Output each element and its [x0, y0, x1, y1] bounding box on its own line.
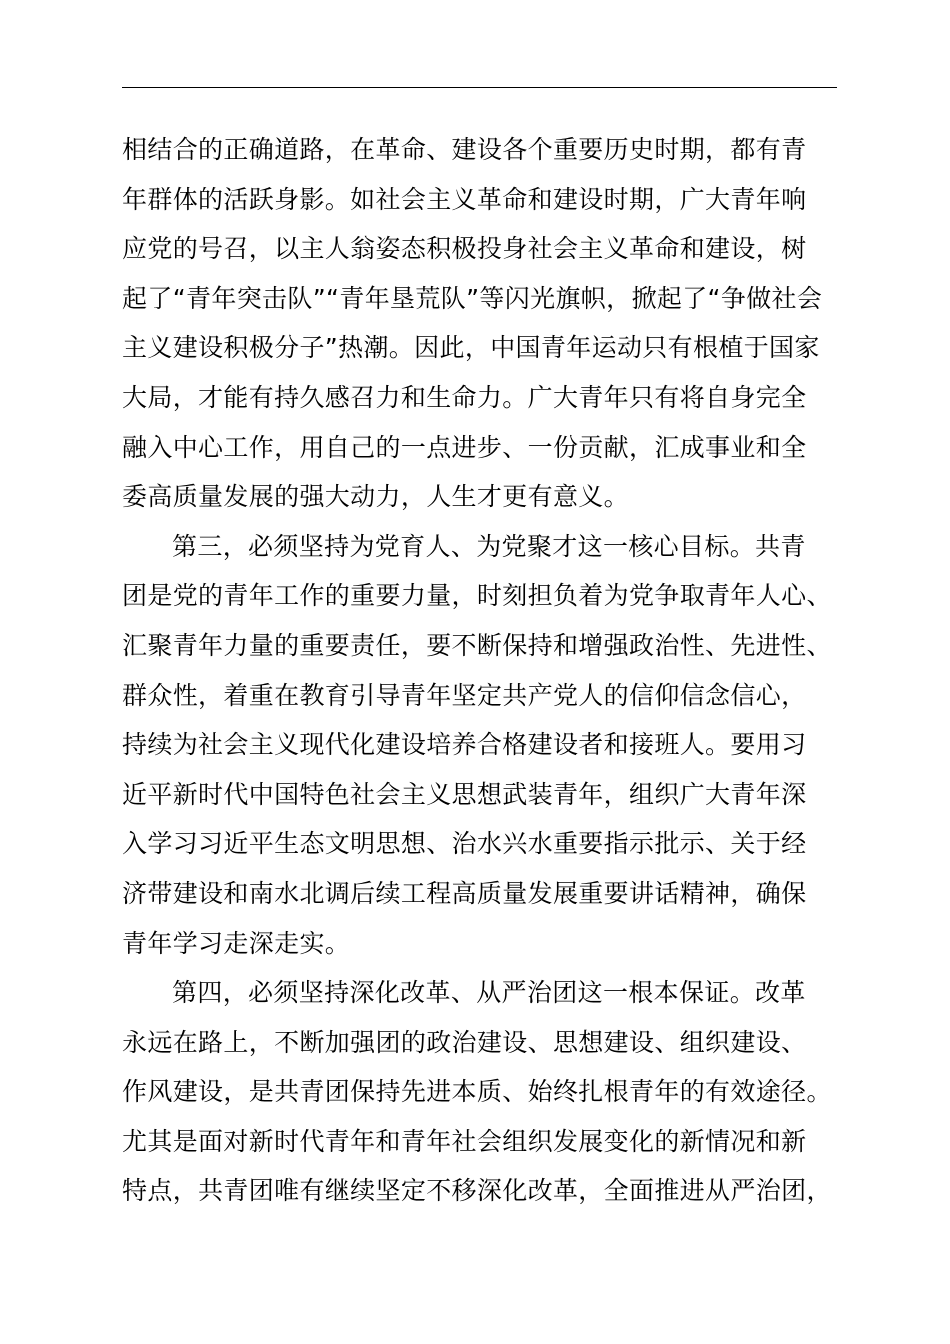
text-line: 应党的号召，以主人翁姿态积极投身社会主义革命和建设，树 [122, 234, 807, 264]
text-line: 特点，共青团唯有继续坚定不移深化改革，全面推进从严治团， [122, 1176, 832, 1206]
text-line: 汇聚青年力量的重要责任，要不断保持和增强政治性、先进性、 [122, 630, 832, 660]
text-line: 群众性，着重在教育引导青年坚定共产党人的信仰信念信心， [122, 680, 807, 710]
text-line: 尤其是面对新时代青年和青年社会组织发展变化的新情况和新 [122, 1126, 807, 1156]
text-line: 持续为社会主义现代化建设培养合格建设者和接班人。要用习 [122, 730, 807, 760]
text-line: 融入中心工作，用自己的一点进步、一份贡献，汇成事业和全 [122, 432, 807, 462]
text-line: 永远在路上，不断加强团的政治建设、思想建设、组织建设、 [122, 1027, 807, 1057]
text-line: 作风建设，是共青团保持先进本质、始终扎根青年的有效途径。 [122, 1077, 832, 1107]
text-line: 大局，才能有持久感召力和生命力。广大青年只有将自身完全 [122, 382, 807, 412]
text-line: 主义建设积极分子”热潮。因此，中国青年运动只有根植于国家 [122, 333, 820, 363]
text-line: 相结合的正确道路，在革命、建设各个重要历史时期，都有青 [122, 135, 807, 164]
header-rule [122, 87, 837, 88]
text-line: 入学习习近平生态文明思想、治水兴水重要指示批示、关于经 [122, 829, 807, 859]
text-line: 团是党的青年工作的重要力量，时刻担负着为党争取青年人心、 [122, 581, 832, 611]
body-text [122, 125, 837, 1216]
text-line: 年群体的活跃身影。如社会主义革命和建设时期，广大青年响 [122, 184, 807, 214]
text-line: 委高质量发展的强大动力，人生才更有意义。 [122, 482, 630, 512]
paragraph-first-line: 第三，必须坚持为党育人、为党聚才这一核心目标。共青 [172, 531, 806, 561]
paragraph-first-line: 第四，必须坚持深化改革、从严治团这一根本保证。改革 [172, 978, 806, 1008]
text-line: 近平新时代中国特色社会主义思想武装青年，组织广大青年深 [122, 779, 807, 809]
text-line: 青年学习走深走实。 [122, 928, 351, 958]
text-line: 济带建设和南水北调后续工程高质量发展重要讲话精神，确保 [122, 878, 807, 908]
text-line: 起了“青年突击队”“青年垦荒队”等闪光旗帜，掀起了“争做社会 [122, 283, 823, 313]
